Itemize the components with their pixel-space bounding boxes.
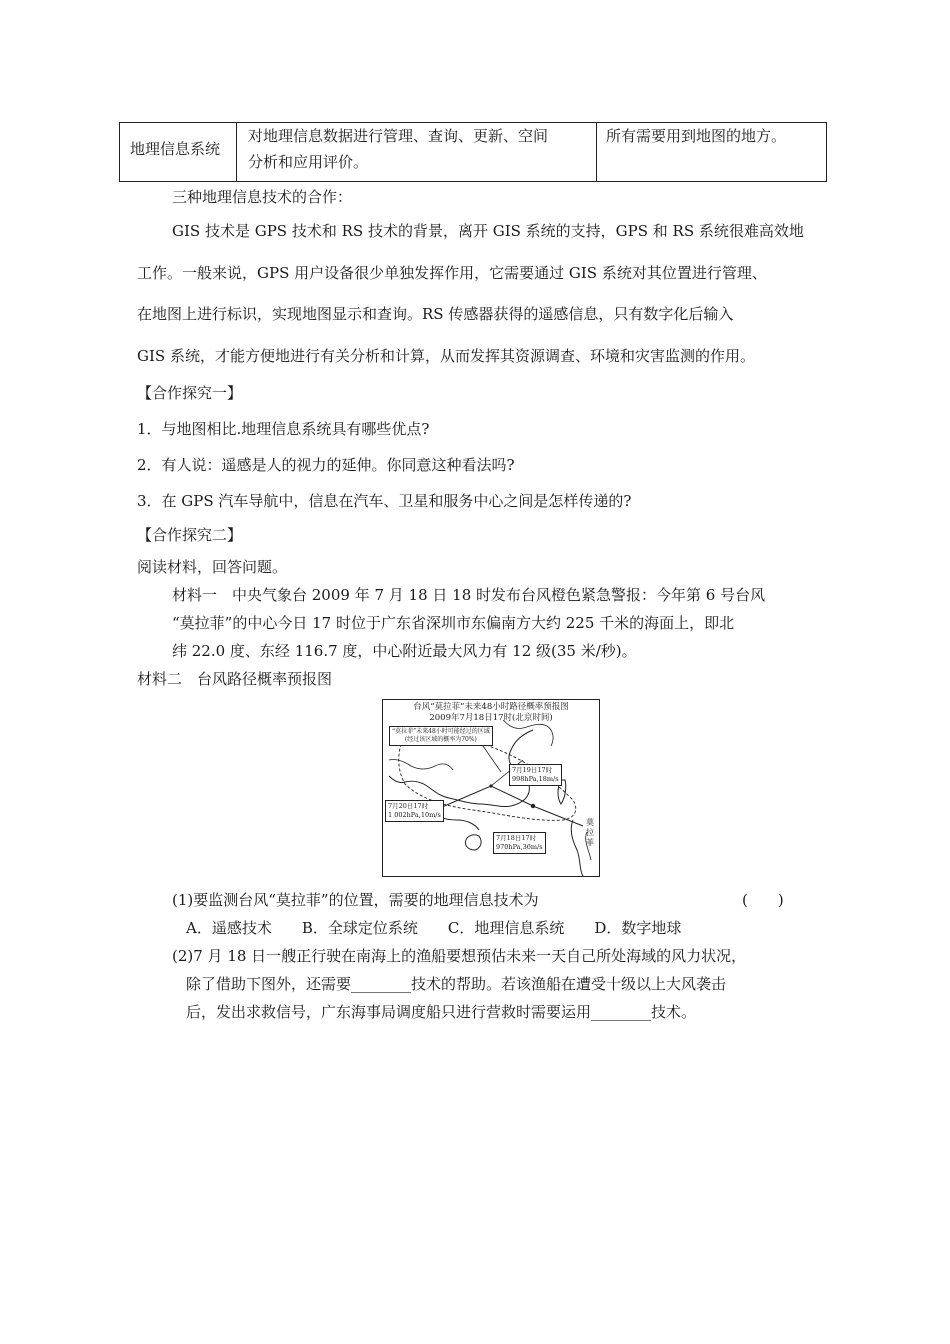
explore2-intro: 阅读材料，回答问题。 [137,558,288,576]
map-label-line: 7月18日17时 [496,834,537,842]
material1-line: “莫拉菲”的中心今日 17 时位于广东省深圳市东偏南方大约 225 千米的海面上，即北 [172,614,735,632]
question-2-line: 后，发出求救信号，广东海事局调度船只进行营救时需要运用________技术。 [186,1003,697,1021]
typhoon-forecast-map [382,699,600,877]
material1-line: 纬 22.0 度、东经 116.7 度，中心附近最大风力有 12 级(35 米/秒)。 [172,642,637,660]
map-legend-line: (经过该区域的概率为70%) [404,736,477,743]
table-cell-name: 地理信息系统 [130,140,221,158]
question-2-line: (2)7 月 18 日一艘正行驶在南海上的渔船要想预估未来一天自己所处海域的风力状况， [172,947,747,965]
explore1-question: 2．有人说：遥感是人的视力的延伸。你同意这种看法吗? [137,456,515,474]
map-title: 台风“莫拉菲”未来48小时路径概率预报图 [413,702,569,712]
cooperation-line: GIS 技术是 GPS 技术和 RS 技术的背景，离开 GIS 系统的支持，GPS 和 RS 系统很难高效地 [172,222,804,240]
map-typhoon-name-char: 莫 [586,818,594,827]
table-cell-function-2: 分析和应用评价。 [248,153,369,171]
explore2-title: 【合作探究二】 [137,526,243,544]
explore1-title: 【合作探究一】 [137,384,243,402]
map-label-line: 7月19日17时 [512,766,553,774]
table-cell-application: 所有需要用到地图的地方。 [606,127,787,145]
cooperation-line: 在地图上进行标识，实现地图显示和查询。RS 传感器获得的遥感信息，只有数字化后输入 [137,305,734,323]
gis-table-row [119,122,827,182]
map-label-0718 [493,832,546,854]
map-subtitle: 2009年7月18日17时(北京时间) [429,713,553,723]
material1-line: 材料一 中央气象台 2009 年 7 月 18 日 18 时发布台风橙色紧急警报：今年第 6 号台风 [172,586,766,604]
cooperation-line: 工作。一般来说，GPS 用户设备很少单独发挥作用，它需要通过 GIS 系统对其位置进行管理、 [137,264,767,282]
cooperation-heading: 三种地理信息技术的合作： [172,188,353,206]
table-divider [236,123,237,181]
map-typhoon-name-char: 拉 [586,828,594,837]
map-label-0719 [509,764,562,786]
question-1-answer-bracket: ( ) [742,891,784,909]
map-label-0720 [385,800,444,822]
question-1: (1)要监测台风“莫拉菲”的位置，需要的地理信息技术为 [172,891,539,909]
map-typhoon-name [585,818,595,848]
material2-caption: 材料二 台风路径概率预报图 [137,670,333,688]
map-legend [389,726,493,746]
map-label-line: 970hPa,36m/s [496,843,543,851]
map-label-line: 7月20日17时 [388,802,429,810]
cooperation-line: GIS 系统，才能方便地进行有关分析和计算，从而发挥其资源调查、环境和灾害监测的作用。 [137,347,755,365]
map-label-line: 998hPa,18m/s [512,775,559,783]
question-1-options: A．遥感技术 B．全球定位系统 C．地理信息系统 D．数字地球 [186,919,682,937]
map-legend-line: “莫拉菲”未来48小时可能经过的区域 [392,728,490,735]
table-divider [596,123,597,181]
map-label-line: 1 002hPa,10m/s [388,811,441,819]
map-typhoon-name-char: 菲 [586,838,594,847]
explore1-question: 1．与地图相比.地理信息系统具有哪些优点? [137,420,430,438]
table-cell-function-1: 对地理信息数据进行管理、查询、更新、空间 [248,127,549,145]
explore1-question: 3．在 GPS 汽车导航中，信息在汽车、卫星和服务中心之间是怎样传递的? [137,492,632,510]
question-2-line: 除了借助下图外，还需要________技术的帮助。若该渔船在遭受十级以上大风袭击 [186,975,727,993]
